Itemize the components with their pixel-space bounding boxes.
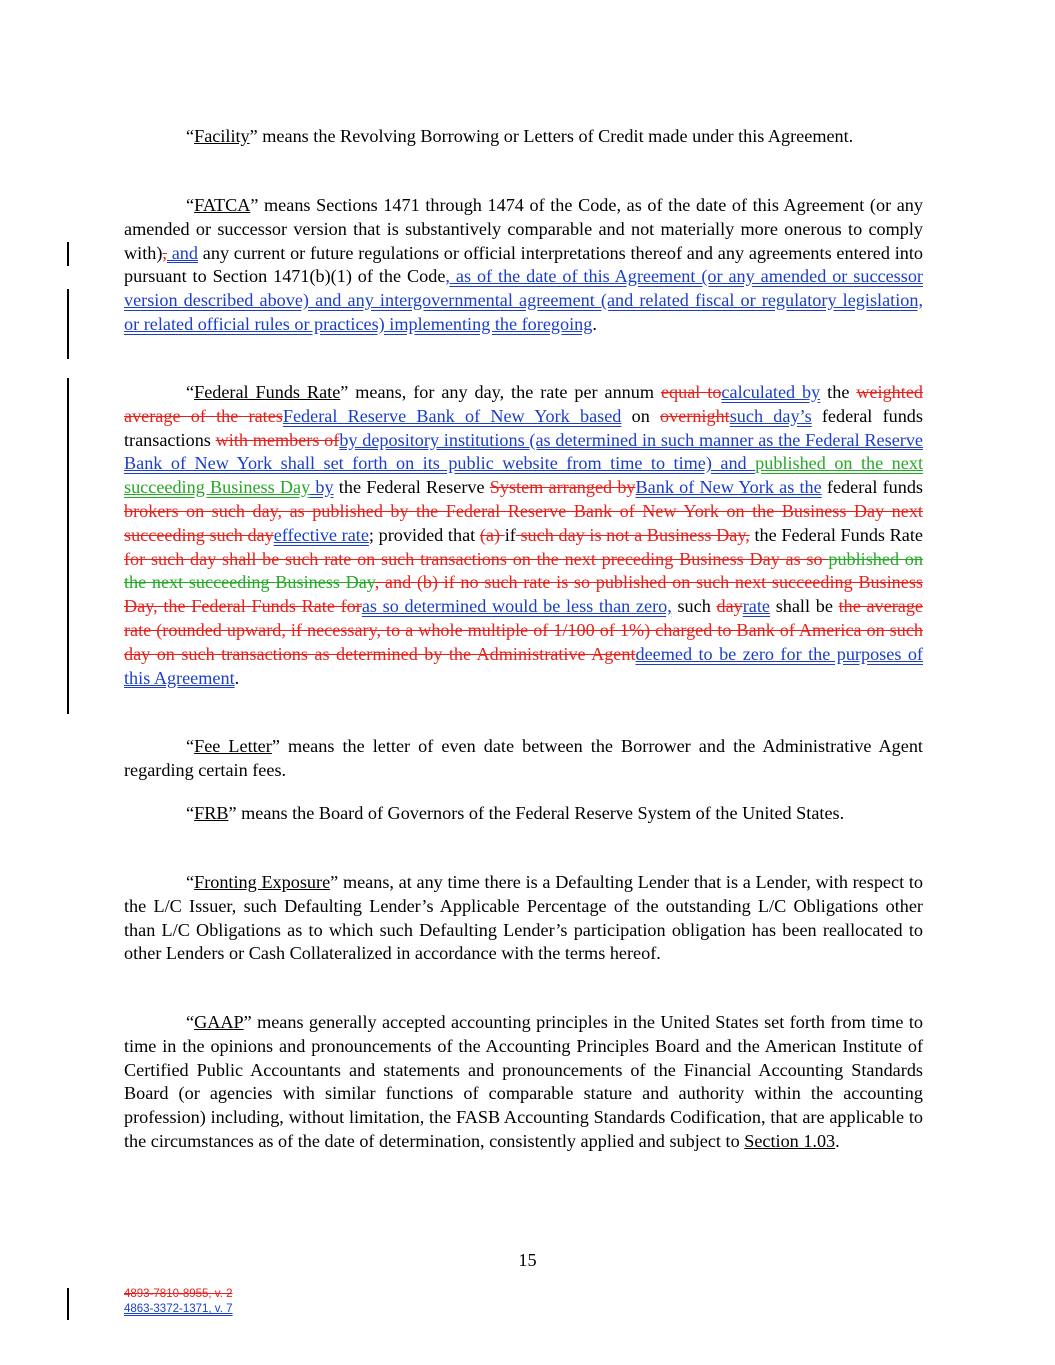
defined-term: GAAP — [194, 1012, 244, 1032]
inserted-text: by — [310, 477, 334, 498]
deleted-text: for such day shall be such rate on such transactions on the next preceding Business Day as so — [124, 548, 829, 569]
deleted-text: with members of — [215, 429, 340, 450]
definition-text: . — [592, 313, 597, 334]
inserted-text: such day’s — [729, 405, 812, 426]
definition-text: shall be — [770, 596, 839, 617]
deleted-text: , — [162, 242, 167, 263]
definition-text: means the Board of Governors of the Federal Reserve System of the United States. — [241, 803, 845, 823]
inserted-text: Federal Reserve Bank of New York based — [282, 405, 622, 426]
doc-id-inserted: 4863-3372-1371, v. 7 — [124, 1303, 233, 1315]
page-number: 15 — [518, 1250, 537, 1270]
definition-text: means generally accepted accounting principles in the United States set forth from time to time in the opinions and pronouncements of the Accounting Principles Board and the American Institute of Certified Public Accountants and statements and pronouncements of the Financial Accounting Standards Board (or agencies with similar functions of comparable stature and authority within the accounting profession) including, without limitation, the FASB Accounting Standards Codification, that are applicable to the circumstances as of the date of determination, consistently applied and subject to — [124, 1012, 924, 1151]
inserted-text: , as of the date of this Agreement (or any amended or successor version described above) and any intergovernmental agreement (and related fiscal or regulatory legislation, or related official rules or practices) implementing the foregoing — [124, 266, 923, 334]
doc-id-deleted: 4893-7810-8955, v. 2 — [124, 1288, 233, 1300]
deleted-text: equal to — [660, 382, 722, 402]
inserted-text: Bank of New York as the — [635, 477, 822, 498]
definition-gaap: “GAAP” means generally accepted accounting principles in the United States set forth from time to time in the opinions and pronouncements of the Accounting Principles Board and the American Institute of Certified Public Accountants and statements and pronouncements of the Financial Accounting Standards Board (or agencies with similar functions of comparable stature and authority within the accounting profession) including, without limitation, the FASB Accounting Standards Codification, that are applicable to the circumstances as of the date of determination, consistently applied and subject to Section 1.03. — [124, 1012, 924, 1151]
definition-text: if — [504, 524, 516, 545]
definition-text: the — [820, 382, 857, 402]
deleted-text: weighted average of the rates — [124, 382, 923, 426]
definition-text: means Sections 1471 through 1474 of the Code, as of the date of this Agreement (or any amended or successor version that is substantively comparable and not materially more onerous to comply with) — [124, 195, 923, 263]
definition-text: ; provided that — [368, 524, 480, 545]
definition-text: the Federal Reserve — [333, 477, 490, 498]
change-bar — [67, 242, 69, 266]
deleted-text: such day is not a Business Day, — [515, 524, 750, 545]
inserted-text: effective rate — [273, 524, 369, 545]
change-bar — [67, 378, 69, 714]
deleted-text: , and (b) if no such rate is so published on such next succeeding Business Day, the Federal Funds Rate for — [124, 572, 924, 617]
definition-text: federal funds — [821, 477, 924, 498]
definition-text: means, at any time there is a Defaulting Lender that is a Lender, with respect to the L/C Issuer, such Defaulting Lender’s Applicable Percentage of the outstanding L/C Obligations other than L/C Obligations as to which such Defaulting Lender’s participation obligation has been reallocated to other Lenders or Cash Collateralized in accordance with the terms hereof. — [124, 872, 923, 964]
defined-term: Facility — [194, 126, 250, 146]
definition-text: . — [835, 1130, 840, 1151]
inserted-text: rate — [742, 596, 771, 617]
definition-text: on — [621, 405, 661, 426]
definition-text: the Federal Funds Rate — [749, 524, 923, 545]
inserted-text: as so determined would be less than zero, — [361, 596, 672, 617]
defined-term: Fronting Exposure — [194, 872, 331, 892]
defined-term: FRB — [194, 803, 229, 823]
definition-text: . — [234, 667, 240, 688]
definition-fatca: “FATCA” means Sections 1471 through 1474 of the Code, as of the date of this Agreement (or any amended or successor version that is substantively comparable and not materially more onerous to comply with), and any current or future regulations or official interpretations thereof and any agreements entered into pursuant to Section 1471(b)(1) of the Code, as of the date of this Agreement (or any amended or successor version described above) and any intergovernmental agreement (and related fiscal or regulatory legislation, or related official rules or practices) implementing the foregoing. — [124, 195, 924, 334]
definition-frb: “FRB” means the Board of Governors of the Federal Reserve System of the United States. — [186, 803, 845, 823]
definition-text: such — [671, 596, 717, 617]
defined-term: FATCA — [194, 195, 251, 215]
definition-fronting-exposure: “Fronting Exposure” means, at any time there is a Defaulting Lender that is a Lender, with respect to the L/C Issuer, such Defaulting Lender’s Applicable Percentage of the outstanding L/C Obligations other than L/C Obligations as to which such Defaulting Lender’s participation obligation has been reallocated to other Lenders or Cash Collateralized in accordance with the terms hereof. — [124, 872, 923, 964]
change-bar — [67, 1288, 69, 1320]
moved-text: published on the next succeeding Business Day — [124, 453, 923, 498]
deleted-text: brokers on such day, as published by the Federal Reserve Bank of New York on the Business Day next succeeding such day — [124, 500, 923, 545]
deleted-text: the average rate (rounded upward, if necessary, to a whole multiple of 1/100 of 1%) charged to Bank of America on such day on such transactions as determined by the Administrative Agent — [124, 596, 924, 664]
deleted-text: day — [716, 596, 743, 617]
defined-term: Fee Letter — [194, 736, 272, 756]
definition-federal-funds-rate: “Federal Funds Rate” means, for any day, the rate per annum equal tocalculated by the weighted average of the ratesFederal Reserve Bank of New York based on overnightsuch day’s federal funds transactions with members ofby depository institutions (as determined in such manner as the Federal Reserve Bank of New York shall set forth on its public website from time to time) and published on the next succeeding Business Day by the Federal Reserve System arranged byBank of New York as the federal funds brokers on such day, as published by the Federal Reserve Bank of New York on the Business Day next succeeding such dayeffective rate; provided that (a) if such day is not a Business Day, the Federal Funds Rate for such day shall be such rate on such transactions on the next preceding Business Day as so published on the next succeeding Business Day, and (b) if no such rate is so published on such next succeeding Business Day, the Federal Funds Rate foras so determined would be less than zero, such dayrate shall be the average rate (rounded upward, if necessary, to a whole multiple of 1/100 of 1%) charged to Bank of America on such day on such transactions as determined by the Administrative Agentdeemed to be zero for the purposes of this Agreement. — [124, 382, 924, 688]
definition-text: means the Revolving Borrowing or Letters of Credit made under this Agreement. — [262, 126, 854, 146]
deleted-text: System arranged by — [489, 477, 636, 498]
definition-text: means the letter of even date between the Borrower and the Administrative Agent regarding certain fees. — [124, 736, 923, 780]
definition-text: any current or future regulations or official interpretations thereof and any agreements entered into pursuant to Section 1471(b)(1) of the Code — [124, 242, 924, 287]
definition-facility: “Facility” means the Revolving Borrowing or Letters of Credit made under this Agreement. — [186, 126, 854, 146]
section-reference: Section 1.03 — [744, 1130, 836, 1151]
moved-deleted-text: published on the next succeeding Business Day — [124, 548, 923, 593]
defined-term: Federal Funds Rate — [194, 382, 341, 402]
inserted-text: deemed to be zero for the purposes of this Agreement — [124, 643, 923, 688]
deleted-text: (a) — [479, 524, 505, 545]
inserted-text: by depository institutions (as determined in such manner as the Federal Reserve Bank of New York shall set forth on its public website from time to time) and — [124, 429, 923, 474]
inserted-text: calculated by — [721, 382, 821, 402]
definition-text: means, for any day, the rate per annum — [355, 382, 661, 402]
inserted-text: and — [166, 242, 198, 263]
definition-text: federal funds transactions — [124, 405, 923, 450]
change-bar — [67, 289, 69, 359]
deleted-text: overnight — [660, 405, 730, 426]
definition-fee-letter: “Fee Letter” means the letter of even date between the Borrower and the Administrative Agent regarding certain fees. — [124, 736, 923, 780]
